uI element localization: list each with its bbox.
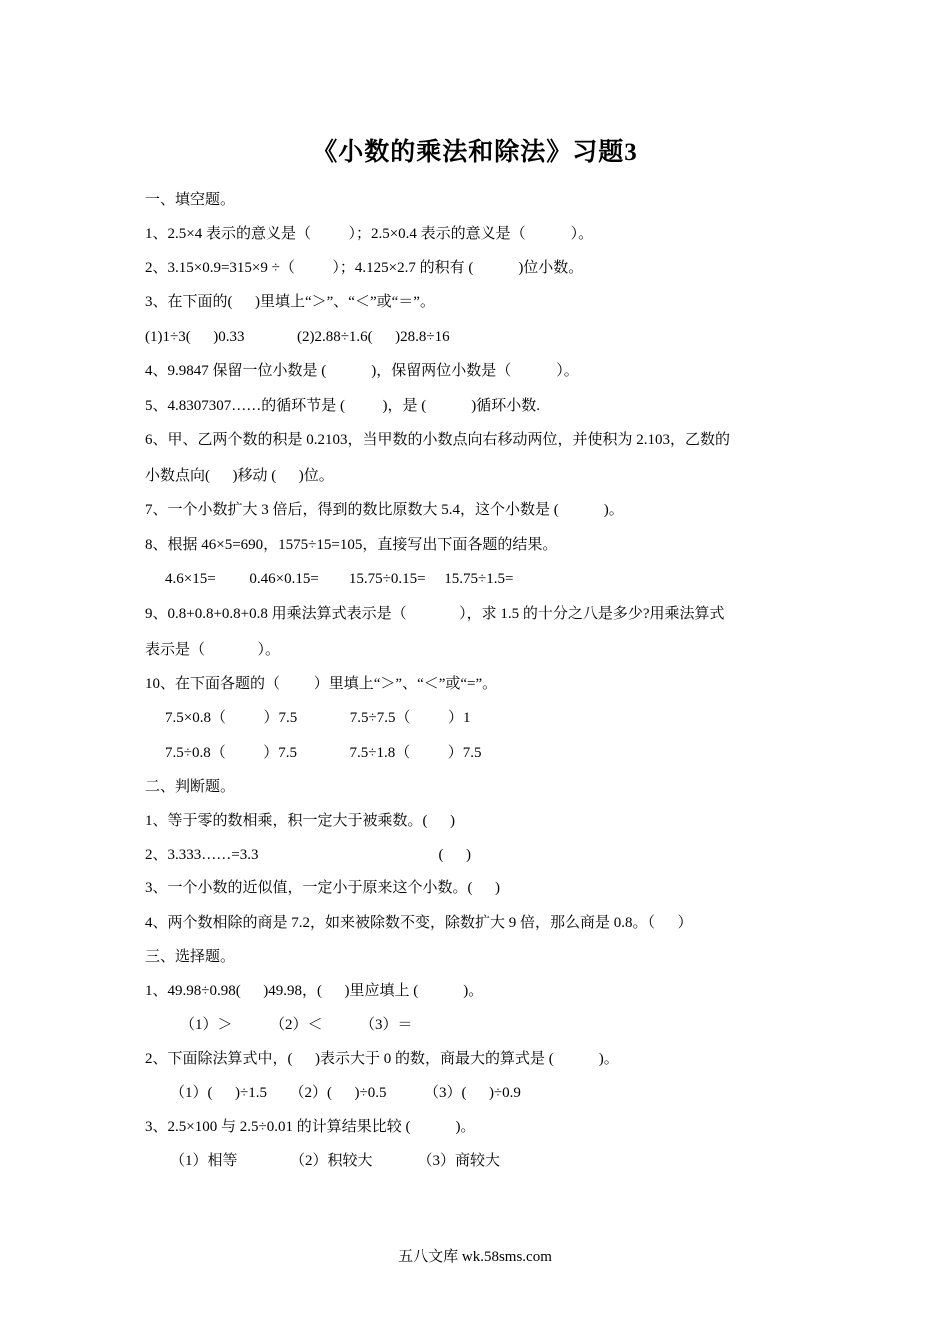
question-subline: （1）＞ （2）＜ （3）＝ [180,1017,413,1033]
section-heading-multiple-choice: 三、选择题。 [145,949,236,965]
question-line: 1、等于零的数相乘，积一定大于被乘数。( ) [145,813,455,829]
question-line: 小数点向( )移动 ( )位。 [145,468,334,484]
question-line: 4、9.9847 保留一位小数是 ( )，保留两位小数是（ ）。 [145,363,579,379]
question-line: 6、甲、乙两个数的积是 0.2103，当甲数的小数点向右移动两位，并使积为 2.103，乙数的 [145,432,731,448]
question-line: 2、3.15×0.9=315×9 ÷（ ）；4.125×2.7 的积有 ( )位小数。 [145,260,584,276]
question-line: 2、3.333……=3.3 ( ) [145,847,471,863]
question-subline: 4.6×15= 0.46×0.15= 15.75÷0.15= 15.75÷1.5= [165,571,514,587]
question-line: 3、一个小数的近似值，一定小于原来这个小数。( ) [145,880,500,896]
question-line: 2、下面除法算式中，( )表示大于 0 的数，商最大的算式是 ( )。 [145,1051,619,1067]
question-line: (1)1÷3( )0.33 (2)2.88÷1.6( )28.8÷16 [145,329,450,345]
page-title: 《小数的乘法和除法》习题3 [312,139,638,166]
section-heading-true-false: 二、判断题。 [145,779,236,795]
question-subline: 7.5÷0.8（ ）7.5 7.5÷1.8（ ）7.5 [165,745,482,761]
question-line: 3、2.5×100 与 2.5÷0.01 的计算结果比较 ( )。 [145,1119,476,1135]
question-line: 7、一个小数扩大 3 倍后，得到的数比原数大 5.4，这个小数是 ( )。 [145,502,624,518]
question-line: 8、根据 46×5=690，1575÷15=105，直接写出下面各题的结果。 [145,537,558,553]
section-heading-fill-blank: 一、填空题。 [145,192,236,208]
question-line: 10、在下面各题的（ ）里填上“＞”、“＜”或“=”。 [145,676,498,692]
question-line: 3、在下面的( )里填上“＞”、“＜”或“＝”。 [145,294,435,310]
question-line: 表示是（ ）。 [145,642,281,658]
question-line: 1、2.5×4 表示的意义是（ ）；2.5×0.4 表示的意义是（ ）。 [145,226,594,242]
question-line: 9、0.8+0.8+0.8+0.8 用乘法算式表示是（ ），求 1.5 的十分之八是多少?用乘法算式 [145,606,725,622]
footer-watermark: 五八文库 wk.58sms.com [398,1249,552,1265]
question-subline: 7.5×0.8（ ）7.5 7.5÷7.5（ ）1 [165,710,471,726]
question-line: 5、4.8307307……的循环节是 ( )，是 ( )循环小数. [145,398,540,414]
question-subline: （1）相等 （2）积较大 （3）商较大 [170,1153,501,1169]
question-line: 4、两个数相除的商是 7.2，如来被除数不变，除数扩大 9 倍，那么商是 0.8。（ ） [145,915,693,931]
question-subline: （1）( )÷1.5 （2）( )÷0.5 （3）( )÷0.9 [170,1085,521,1101]
question-line: 1、49.98÷0.98( )49.98，( )里应填上 ( )。 [145,983,484,999]
